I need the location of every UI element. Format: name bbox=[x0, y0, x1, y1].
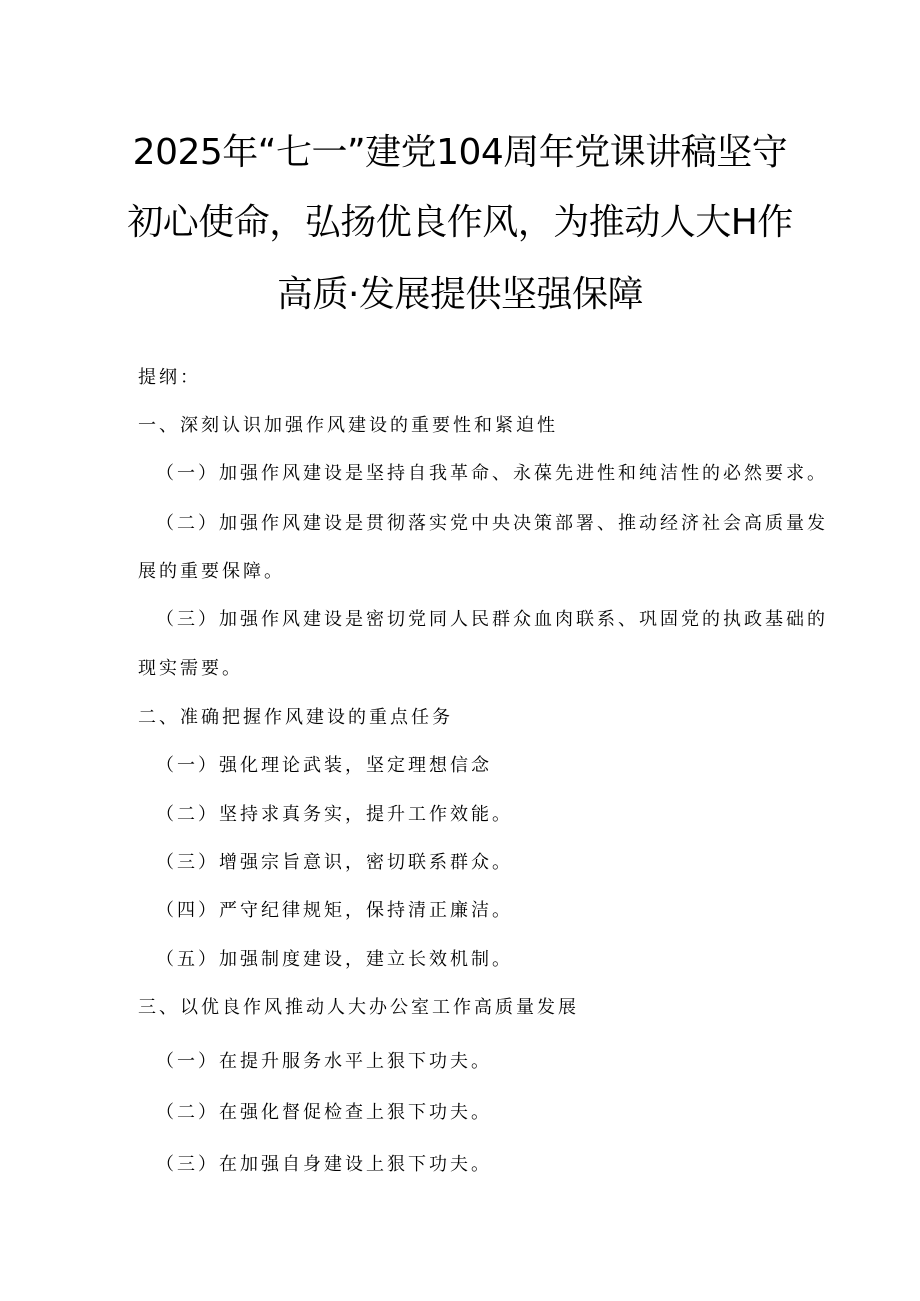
section-1-heading: 一、深刻认识加强作风建设的重要性和紧迫性 bbox=[138, 415, 558, 436]
section-2-item-4: （四）严守纪律规矩，保持清正廉洁。 bbox=[156, 900, 513, 921]
section-3-item-2: （二）在强化督促检查上狠下功夫。 bbox=[156, 1102, 492, 1123]
section-2-item-5: （五）加强制度建设，建立长效机制。 bbox=[156, 949, 513, 970]
section-3-heading: 三、以优良作风推动人大办公室工作高质量发展 bbox=[138, 997, 579, 1018]
title-line-2: 初心使命，弘扬优良作风，为推动人大H作 bbox=[127, 202, 793, 243]
section-1-item-3-line-1: （三）加强作风建设是密切党同人民群众血肉联系、巩固党的执政基础的 bbox=[156, 609, 828, 630]
section-2-item-3: （三）增强宗旨意识，密切联系群众。 bbox=[156, 852, 513, 873]
section-1-item-2-line-2: 展的重要保障。 bbox=[138, 561, 285, 582]
section-2-item-2: （二）坚持求真务实，提升工作效能。 bbox=[156, 804, 513, 825]
title-line-1: 2025年“七一”建党104周年党课讲稿坚守 bbox=[132, 132, 788, 173]
section-2-item-1: （一）强化理论武装，坚定理想信念 bbox=[156, 755, 492, 776]
outline-label: 提纲： bbox=[138, 367, 201, 388]
section-2-heading: 二、准确把握作风建设的重点任务 bbox=[138, 707, 453, 728]
section-1-item-1: （一）加强作风建设是坚持自我革命、永葆先进性和纯洁性的必然要求。 bbox=[156, 463, 828, 484]
section-3-item-3: （三）在加强自身建设上狠下功夫。 bbox=[156, 1154, 492, 1175]
section-1-item-2-line-1: （二）加强作风建设是贯彻落实党中央决策部署、推动经济社会高质量发 bbox=[156, 513, 828, 534]
title-line-3: 高质·发展提供坚强保障 bbox=[277, 274, 643, 315]
section-1-item-3-line-2: 现实需要。 bbox=[138, 658, 243, 679]
section-3-item-1: （一）在提升服务水平上狠下功夫。 bbox=[156, 1051, 492, 1072]
